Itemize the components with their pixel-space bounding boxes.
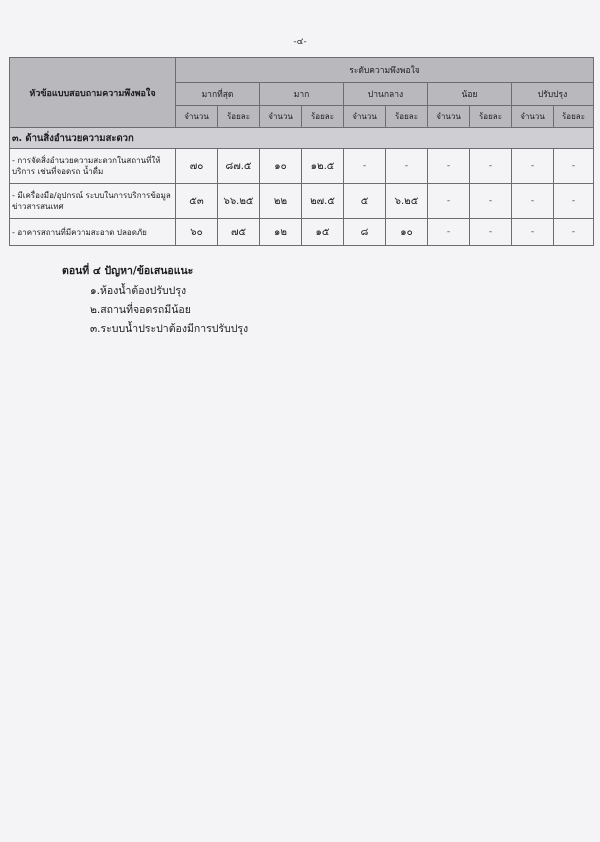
- item-label: - มีเครื่องมือ/อุปกรณ์ ระบบในการบริการข้อมูลข่าวสารสนเทศ: [10, 184, 176, 219]
- topic-header: หัวข้อแบบสอบถามความพึงพอใจ: [10, 58, 176, 128]
- cell-value: ๒๒: [260, 184, 302, 219]
- cell-value: -: [470, 184, 512, 219]
- item-label: - การจัดสิ่งอำนวยความสะดวกในสถานที่ให้บริการ เช่นที่จอดรถ น้ำดื่ม: [10, 149, 176, 184]
- suggestion-item: ๒.สถานที่จอดรถมีน้อย: [90, 304, 191, 316]
- cell-value: -: [470, 149, 512, 184]
- cell-value: ๘: [344, 219, 386, 246]
- cell-value: -: [554, 184, 594, 219]
- cell-value: ๑๒: [260, 219, 302, 246]
- satisfaction-table: [9, 57, 594, 246]
- table-row: [10, 149, 594, 184]
- count-header: จำนวน: [428, 106, 470, 128]
- count-header: จำนวน: [176, 106, 218, 128]
- cell-value: ๒๗.๕: [302, 184, 344, 219]
- cell-value: ๖๐: [176, 219, 218, 246]
- cell-value: ๕: [344, 184, 386, 219]
- cell-value: ๗๕: [218, 219, 260, 246]
- cell-value: -: [512, 149, 554, 184]
- cell-value: -: [554, 149, 594, 184]
- table-row: [10, 184, 594, 219]
- cell-value: ๑๕: [302, 219, 344, 246]
- cell-value: -: [428, 184, 470, 219]
- cell-value: -: [470, 219, 512, 246]
- cell-value: -: [386, 149, 428, 184]
- cell-value: ๑๐: [386, 219, 428, 246]
- cell-value: -: [512, 184, 554, 219]
- cell-value: ๖๖.๒๕: [218, 184, 260, 219]
- percent-header: ร้อยละ: [218, 106, 260, 128]
- satisfaction-level-header: ระดับความพึงพอใจ: [176, 58, 594, 83]
- count-header: จำนวน: [512, 106, 554, 128]
- level-header: น้อย: [428, 83, 512, 106]
- percent-header: ร้อยละ: [554, 106, 594, 128]
- cell-value: ๗๐: [176, 149, 218, 184]
- cell-value: ๖.๒๕: [386, 184, 428, 219]
- cell-value: ๕๓: [176, 184, 218, 219]
- part4-title: ตอนที่ ๔ ปัญหา/ข้อเสนอแนะ: [62, 265, 194, 277]
- level-header: มากที่สุด: [176, 83, 260, 106]
- page-number: -๔-: [293, 37, 307, 47]
- cell-value: -: [512, 219, 554, 246]
- cell-value: ๑๐: [260, 149, 302, 184]
- count-header: จำนวน: [260, 106, 302, 128]
- cell-value: ๘๗.๕: [218, 149, 260, 184]
- section-title: ๓. ด้านสิ่งอำนวยความสะดวก: [10, 128, 594, 149]
- cell-value: ๑๒.๕: [302, 149, 344, 184]
- cell-value: -: [344, 149, 386, 184]
- percent-header: ร้อยละ: [302, 106, 344, 128]
- level-header: ปรับปรุง: [512, 83, 594, 106]
- percent-header: ร้อยละ: [386, 106, 428, 128]
- table-row: [10, 219, 594, 246]
- level-header: มาก: [260, 83, 344, 106]
- cell-value: -: [428, 149, 470, 184]
- item-label: - อาคารสถานที่มีความสะอาด ปลอดภัย: [10, 219, 176, 246]
- suggestion-item: ๑.ห้องน้ำต้องปรับปรุง: [90, 285, 187, 297]
- cell-value: -: [428, 219, 470, 246]
- count-header: จำนวน: [344, 106, 386, 128]
- level-header: ปานกลาง: [344, 83, 428, 106]
- section-row: [10, 128, 594, 149]
- cell-value: -: [554, 219, 594, 246]
- suggestion-item: ๓.ระบบน้ำประปาต้องมีการปรับปรุง: [90, 323, 249, 335]
- percent-header: ร้อยละ: [470, 106, 512, 128]
